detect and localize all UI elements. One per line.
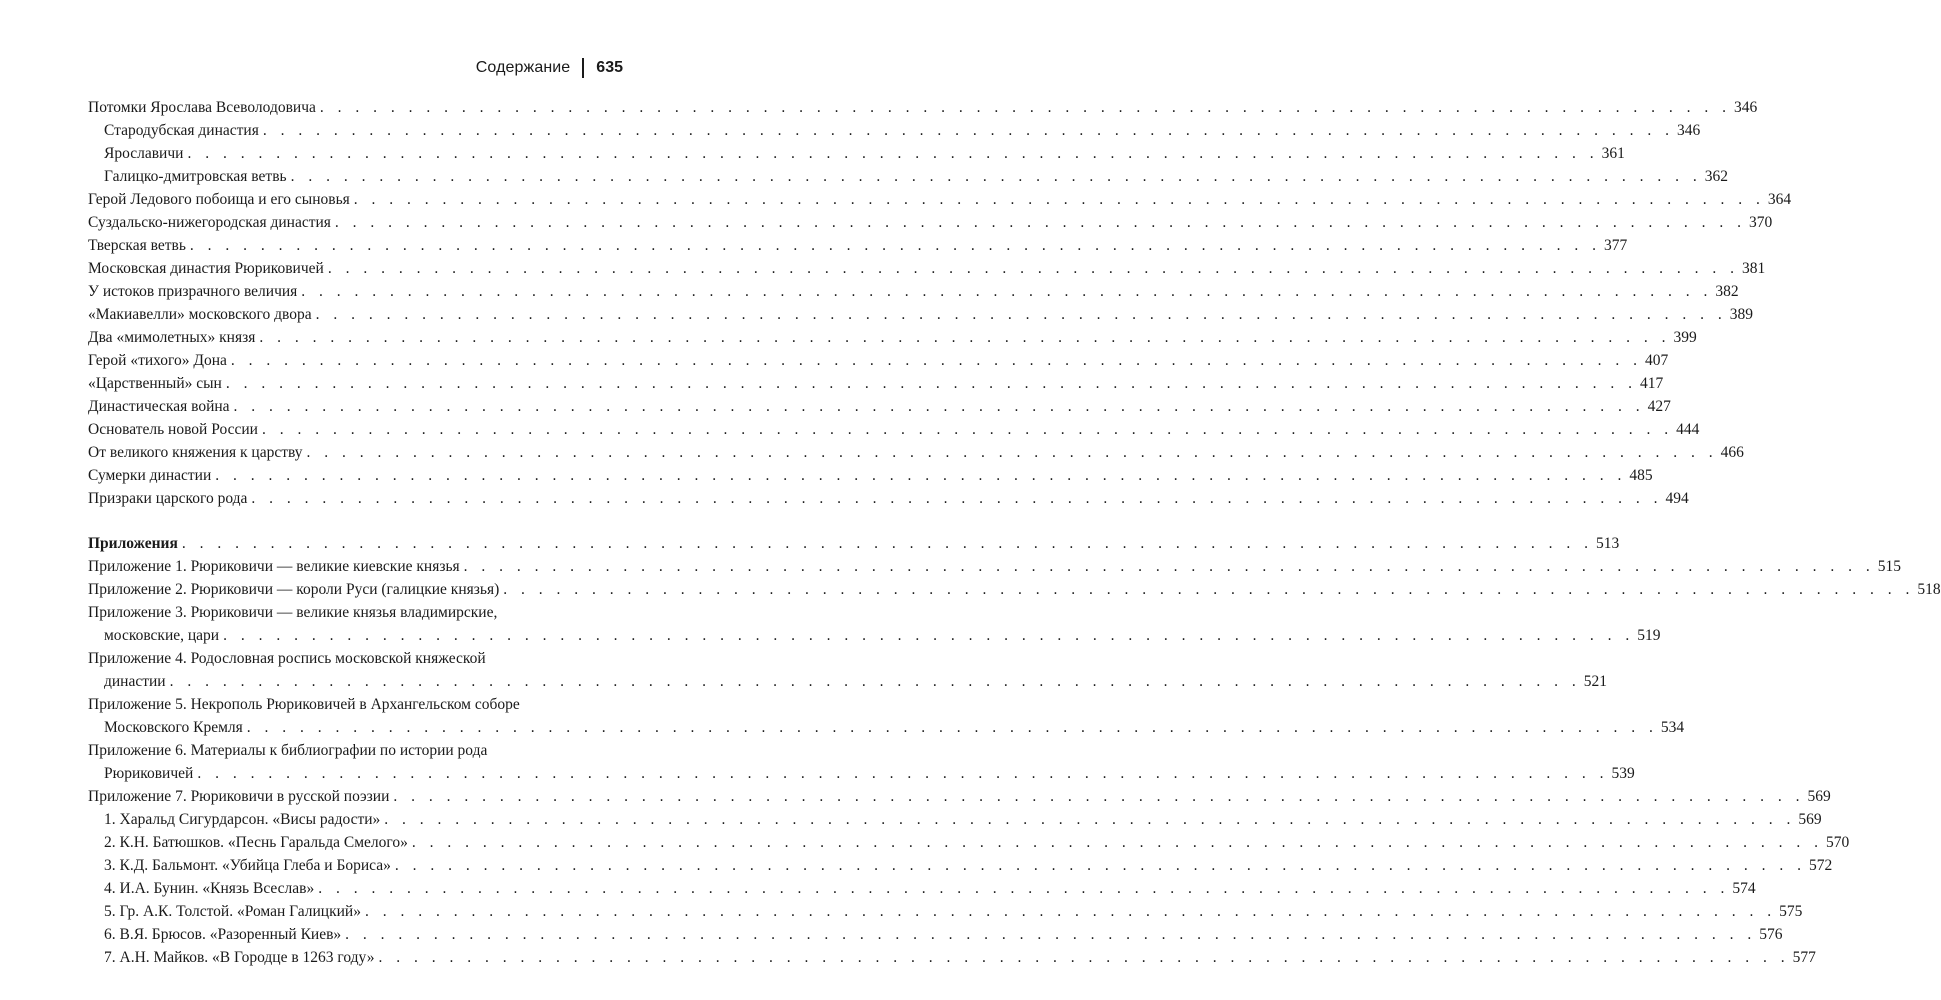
toc-entry[interactable] <box>88 831 1850 854</box>
toc-entry[interactable] <box>88 578 1941 601</box>
toc-entry-page: 346 <box>1734 99 1758 116</box>
leader-dots: . . . . . . . . . . . . . . . . . . . . . . . . . . . . . . . . . . . . . . . . . . . . . . . . . . . . . . . . . . . . . . . . . . . . . . . . . . . . . . . . <box>251 490 1663 507</box>
toc-entry-page: 361 <box>1601 145 1625 162</box>
leader-dots: . . . . . . . . . . . . . . . . . . . . . . . . . . . . . . . . . . . . . . . . . . . . . . . . . . . . . . . . . . . . . . . . . . . . . . . . . . . . . . . . <box>230 352 1643 369</box>
toc-entry[interactable] <box>88 555 1902 578</box>
leader-dots: . . . . . . . . . . . . . . . . . . . . . . . . . . . . . . . . . . . . . . . . . . . . . . . . . . . . . . . . . . . . . . . . . . . . . . . . . . . . . . . . <box>233 398 1645 415</box>
toc-entry-page: 534 <box>1660 719 1685 736</box>
toc-entry-page: 518 <box>1917 581 1941 598</box>
running-head-title: Содержание <box>475 59 571 76</box>
leader-dots: . . . . . . . . . . . . . . . . . . . . . . . . . . . . . . . . . . . . . . . . . . . . . . . . . . . . . . . . . . . . . . . . . . . . . . . . . . . . . . . . <box>259 329 1671 346</box>
toc-entry[interactable] <box>88 165 1728 188</box>
leader-dots: . . . . . . . . . . . . . . . . . . . . . . . . . . . . . . . . . . . . . . . . . . . . . . . . . . . . . . . . . . . . . . . . . . . . . . . . . . . . . . . . <box>318 880 1730 897</box>
toc-entry[interactable] <box>88 142 1625 165</box>
toc-entry-page: 381 <box>1741 260 1766 277</box>
leader-dots: . . . . . . . . . . . . . . . . . . . . . . . . . . . . . . . . . . . . . . . . . . . . . . . . . . . . . . . . . . . . . . . . . . . . . . . . . . . . . . . . <box>301 283 1713 300</box>
leader-dots: . . . . . . . . . . . . . . . . . . . . . . . . . . . . . . . . . . . . . . . . . . . . . . . . . . . . . . . . . . . . . . . . . . . . . . . . . . . . . . . . <box>327 260 1739 277</box>
toc-entry[interactable] <box>88 464 1653 487</box>
toc-entry-title: 5. Гр. А.К. Толстой. «Роман Галицкий» <box>104 903 361 920</box>
toc-entry-page: 575 <box>1779 903 1803 920</box>
toc-entry-page: 382 <box>1715 283 1739 300</box>
toc-entry[interactable] <box>88 326 1697 349</box>
leader-dots: . . . . . . . . . . . . . . . . . . . . . . . . . . . . . . . . . . . . . . . . . . . . . . . . . . . . . . . . . . . . . . . . . . . . . . . . . . . . . . . . <box>345 926 1757 943</box>
toc-entry[interactable] <box>88 372 1664 395</box>
toc-entry-title: 1. Харальд Сигурдарсон. «Висы радости» <box>104 811 381 828</box>
toc-entry-page: 494 <box>1665 490 1689 507</box>
toc-entry-title: «Царственный» сын <box>88 375 222 392</box>
leader-dots: . . . . . . . . . . . . . . . . . . . . . . . . . . . . . . . . . . . . . . . . . . . . . . . . . . . . . . . . . . . . . . . . . . . . . . . . . . . . . . . . <box>189 237 1602 254</box>
toc-entry[interactable] <box>88 119 1701 142</box>
toc-entry-title: Стародубская династия <box>104 122 259 139</box>
toc-entry[interactable] <box>88 487 1689 510</box>
toc-entry-page: 407 <box>1645 352 1669 369</box>
toc-entry[interactable] <box>88 946 1816 969</box>
leader-dots: . . . . . . . . . . . . . . . . . . . . . . . . . . . . . . . . . . . . . . . . . . . . . . . . . . . . . . . . . . . . . . . . . . . . . . . . . . . . . . . . <box>411 834 1823 851</box>
leader-dots: . . . . . . . . . . . . . . . . . . . . . . . . . . . . . . . . . . . . . . . . . . . . . . . . . . . . . . . . . . . . . . . . . . . . . . . . . . . . . . . . <box>290 168 1702 185</box>
toc-entry[interactable] <box>88 280 1739 303</box>
toc-section-heading[interactable] <box>88 532 1620 555</box>
toc-entry-title: От великого княжения к царству <box>88 444 303 461</box>
toc-entry-title: Приложение 1. Рюриковичи — великие киевские князья <box>88 558 460 575</box>
toc-entry-title-line2: Московского Кремля <box>104 719 243 736</box>
toc-entry[interactable] <box>88 257 1766 280</box>
leader-dots: . . . . . . . . . . . . . . . . . . . . . . . . . . . . . . . . . . . . . . . . . . . . . . . . . . . . . . . . . . . . . . . . . . . . . . . . . . . . . . . . <box>223 627 1635 644</box>
toc-entry-title: Галицко-дмитровская ветвь <box>104 168 287 185</box>
toc-entry-title-line2: династии <box>104 673 166 690</box>
leader-dots: . . . . . . . . . . . . . . . . . . . . . . . . . . . . . . . . . . . . . . . . . . . . . . . . . . . . . . . . . . . . . . . . . . . . . . . . . . . . . . . . <box>262 122 1674 139</box>
toc-entry-page: 521 <box>1583 673 1607 690</box>
leader-dots: . . . . . . . . . . . . . . . . . . . . . . . . . . . . . . . . . . . . . . . . . . . . . . . . . . . . . . . . . . . . . . . . . . . . . . . . . . . . . . . . <box>503 581 1915 598</box>
leader-dots: . . . . . . . . . . . . . . . . . . . . . . . . . . . . . . . . . . . . . . . . . . . . . . . . . . . . . . . . . . . . . . . . . . . . . . . . . . . . . . . . <box>364 903 1777 920</box>
toc-entry-page: 577 <box>1792 949 1816 966</box>
leader-dots: . . . . . . . . . . . . . . . . . . . . . . . . . . . . . . . . . . . . . . . . . . . . . . . . . . . . . . . . . . . . . . . . . . . . . . . . . . . . . . . . <box>306 444 1718 461</box>
toc-entry-title: Династическая война <box>88 398 230 415</box>
leader-dots: . . . . . . . . . . . . . . . . . . . . . . . . . . . . . . . . . . . . . . . . . . . . . . . . . . . . . . . . . . . . . . . . . . . . . . . . . . . . . . . . <box>384 811 1796 828</box>
leader-dots: . . . . . . . . . . . . . . . . . . . . . . . . . . . . . . . . . . . . . . . . . . . . . . . . . . . . . . . . . . . . . . . . . . . . . . . . . . . . . . . . <box>394 857 1806 874</box>
toc-entry[interactable] <box>88 647 1607 693</box>
toc-entry-page: 389 <box>1729 306 1753 323</box>
leader-dots: . . . . . . . . . . . . . . . . . . . . . . . . . . . . . . . . . . . . . . . . . . . . . . . . . . . . . . . . . . . . . . . . . . . . . . . . . . . . . . . . <box>315 306 1727 323</box>
toc-entry-page: 444 <box>1676 421 1700 438</box>
toc-entry-title: Ярославичи <box>104 145 184 162</box>
toc-entry-title: 6. В.Я. Брюсов. «Разоренный Киев» <box>104 926 342 943</box>
toc-entry-title: Тверская ветвь <box>88 237 186 254</box>
leader-dots: . . . . . . . . . . . . . . . . . . . . . . . . . . . . . . . . . . . . . . . . . . . . . . . . . . . . . . . . . . . . . . . . . . . . . . . . . . . . . . . . <box>181 535 1593 552</box>
leader-dots: . . . . . . . . . . . . . . . . . . . . . . . . . . . . . . . . . . . . . . . . . . . . . . . . . . . . . . . . . . . . . . . . . . . . . . . . . . . . . . . . <box>463 558 1875 575</box>
toc-entry-page: 569 <box>1807 788 1831 805</box>
toc-entry[interactable] <box>88 808 1822 831</box>
toc-entry-title: Московская династия Рюриковичей <box>88 260 324 277</box>
toc-entry-title: Герой «тихого» Дона <box>88 352 227 369</box>
toc-entry-title: «Макиавелли» московского двора <box>88 306 312 323</box>
toc-entry[interactable] <box>88 900 1803 923</box>
toc-entry[interactable] <box>88 601 1661 647</box>
leader-dots: . . . . . . . . . . . . . . . . . . . . . . . . . . . . . . . . . . . . . . . . . . . . . . . . . . . . . . . . . . . . . . . . . . . . . . . . . . . . . . . . <box>393 788 1805 805</box>
toc-entry-title-line2: московские, цари <box>104 627 220 644</box>
toc-entry-page: 346 <box>1676 122 1701 139</box>
toc-entry-title: У истоков призрачного величия <box>88 283 298 300</box>
leader-dots: . . . . . . . . . . . . . . . . . . . . . . . . . . . . . . . . . . . . . . . . . . . . . . . . . . . . . . . . . . . . . . . . . . . . . . . . . . . . . . . . <box>197 765 1609 782</box>
leader-dots: . . . . . . . . . . . . . . . . . . . . . . . . . . . . . . . . . . . . . . . . . . . . . . . . . . . . . . . . . . . . . . . . . . . . . . . . . . . . . . . . <box>187 145 1599 162</box>
table-of-contents <box>88 96 1941 969</box>
toc-entry-page: 466 <box>1720 444 1744 461</box>
toc-entry-page: 370 <box>1749 214 1773 231</box>
leader-dots: . . . . . . . . . . . . . . . . . . . . . . . . . . . . . . . . . . . . . . . . . . . . . . . . . . . . . . . . . . . . . . . . . . . . . . . . . . . . . . . . <box>246 719 1658 736</box>
toc-entry-page: 362 <box>1704 168 1728 185</box>
leader-dots: . . . . . . . . . . . . . . . . . . . . . . . . . . . . . . . . . . . . . . . . . . . . . . . . . . . . . . . . . . . . . . . . . . . . . . . . . . . . . . . . <box>353 191 1765 208</box>
toc-entry[interactable] <box>88 303 1753 326</box>
toc-entry-title: Основатель новой России <box>88 421 258 438</box>
toc-entry-title-line2: Рюриковичей <box>104 765 194 782</box>
toc-entry[interactable] <box>88 418 1700 441</box>
leader-dots: . . . . . . . . . . . . . . . . . . . . . . . . . . . . . . . . . . . . . . . . . . . . . . . . . . . . . . . . . . . . . . . . . . . . . . . . . . . . . . . . <box>378 949 1790 966</box>
running-head <box>476 58 623 78</box>
section-gap <box>88 510 622 532</box>
toc-entry-page: 572 <box>1808 857 1833 874</box>
toc-entry-page: 519 <box>1637 627 1661 644</box>
toc-entry[interactable] <box>88 234 1628 257</box>
toc-entry-page: 485 <box>1629 467 1653 484</box>
toc-entry-page: 399 <box>1673 329 1697 346</box>
toc-entry-title-line1: Приложение 4. Родословная роспись московской княжеской <box>88 650 486 667</box>
toc-entry[interactable] <box>88 96 1758 119</box>
leader-dots: . . . . . . . . . . . . . . . . . . . . . . . . . . . . . . . . . . . . . . . . . . . . . . . . . . . . . . . . . . . . . . . . . . . . . . . . . . . . . . . . <box>334 214 1747 231</box>
toc-entry[interactable] <box>88 854 1833 877</box>
toc-entry-title: 4. И.А. Бунин. «Князь Всеслав» <box>104 880 315 897</box>
toc-entry[interactable] <box>88 693 1685 739</box>
toc-entry-title-line1: Приложение 5. Некрополь Рюриковичей в Архангельском соборе <box>88 696 520 713</box>
toc-entry[interactable] <box>88 395 1671 418</box>
toc-entry-title: 2. К.Н. Батюшков. «Песнь Гаральда Смелого» <box>104 834 408 851</box>
toc-entry[interactable] <box>88 877 1756 900</box>
toc-entry[interactable] <box>88 188 1792 211</box>
toc-entry-page: 569 <box>1798 811 1822 828</box>
toc-entry[interactable] <box>88 211 1773 234</box>
toc-entry-title: Потомки Ярослава Всеволодовича <box>88 99 316 116</box>
toc-entry-title: Призраки царского рода <box>88 490 248 507</box>
toc-entry-page: 377 <box>1604 237 1628 254</box>
leader-dots: . . . . . . . . . . . . . . . . . . . . . . . . . . . . . . . . . . . . . . . . . . . . . . . . . . . . . . . . . . . . . . . . . . . . . . . . . . . . . . . . <box>319 99 1731 116</box>
toc-entry-page: 417 <box>1639 375 1664 392</box>
toc-entry-title-line1: Приложение 6. Материалы к библиографии по истории рода <box>88 742 488 759</box>
toc-entry-page: 364 <box>1767 191 1792 208</box>
toc-entry-title: 3. К.Д. Бальмонт. «Убийца Глеба и Бориса» <box>104 857 391 874</box>
page-number: 635 <box>596 59 623 76</box>
leader-dots: . . . . . . . . . . . . . . . . . . . . . . . . . . . . . . . . . . . . . . . . . . . . . . . . . . . . . . . . . . . . . . . . . . . . . . . . . . . . . . . . <box>215 467 1627 484</box>
leader-dots: . . . . . . . . . . . . . . . . . . . . . . . . . . . . . . . . . . . . . . . . . . . . . . . . . . . . . . . . . . . . . . . . . . . . . . . . . . . . . . . . <box>261 421 1674 438</box>
toc-entry-title: Сумерки династии <box>88 467 212 484</box>
leader-dots: . . . . . . . . . . . . . . . . . . . . . . . . . . . . . . . . . . . . . . . . . . . . . . . . . . . . . . . . . . . . . . . . . . . . . . . . . . . . . . . . <box>169 673 1581 690</box>
toc-entry-page: 539 <box>1611 765 1635 782</box>
toc-entry-title: 7. А.Н. Майков. «В Городце в 1263 году» <box>104 949 375 966</box>
toc-entry-page: 570 <box>1826 834 1850 851</box>
toc-entry-title: Приложение 7. Рюриковичи в русской поэзии <box>88 788 390 805</box>
toc-entry-title: Герой Ледового побоища и его сыновья <box>88 191 350 208</box>
toc-entry-page: 576 <box>1759 926 1783 943</box>
toc-entry[interactable] <box>88 739 1635 785</box>
leader-dots: . . . . . . . . . . . . . . . . . . . . . . . . . . . . . . . . . . . . . . . . . . . . . . . . . . . . . . . . . . . . . . . . . . . . . . . . . . . . . . . . <box>225 375 1637 392</box>
toc-entry[interactable] <box>88 349 1669 372</box>
toc-entry-title-line1: Приложение 3. Рюриковичи — великие князья владимирские, <box>88 604 498 621</box>
toc-entry-title: Приложения <box>88 535 178 552</box>
toc-entry-title: Два «мимолетных» князя <box>88 329 256 346</box>
toc-entry-title: Суздальско-нижегородская династия <box>88 214 331 231</box>
toc-entry-title: Приложение 2. Рюриковичи — короли Руси (галицкие князья) <box>88 581 500 598</box>
toc-entry[interactable] <box>88 785 1831 808</box>
toc-entry-page: 515 <box>1877 558 1902 575</box>
toc-entry[interactable] <box>88 441 1744 464</box>
toc-entry-page: 574 <box>1732 880 1756 897</box>
toc-entry-page: 513 <box>1595 535 1620 552</box>
toc-entry-page: 427 <box>1647 398 1671 415</box>
running-head-divider <box>582 58 584 78</box>
toc-entry[interactable] <box>88 923 1783 946</box>
